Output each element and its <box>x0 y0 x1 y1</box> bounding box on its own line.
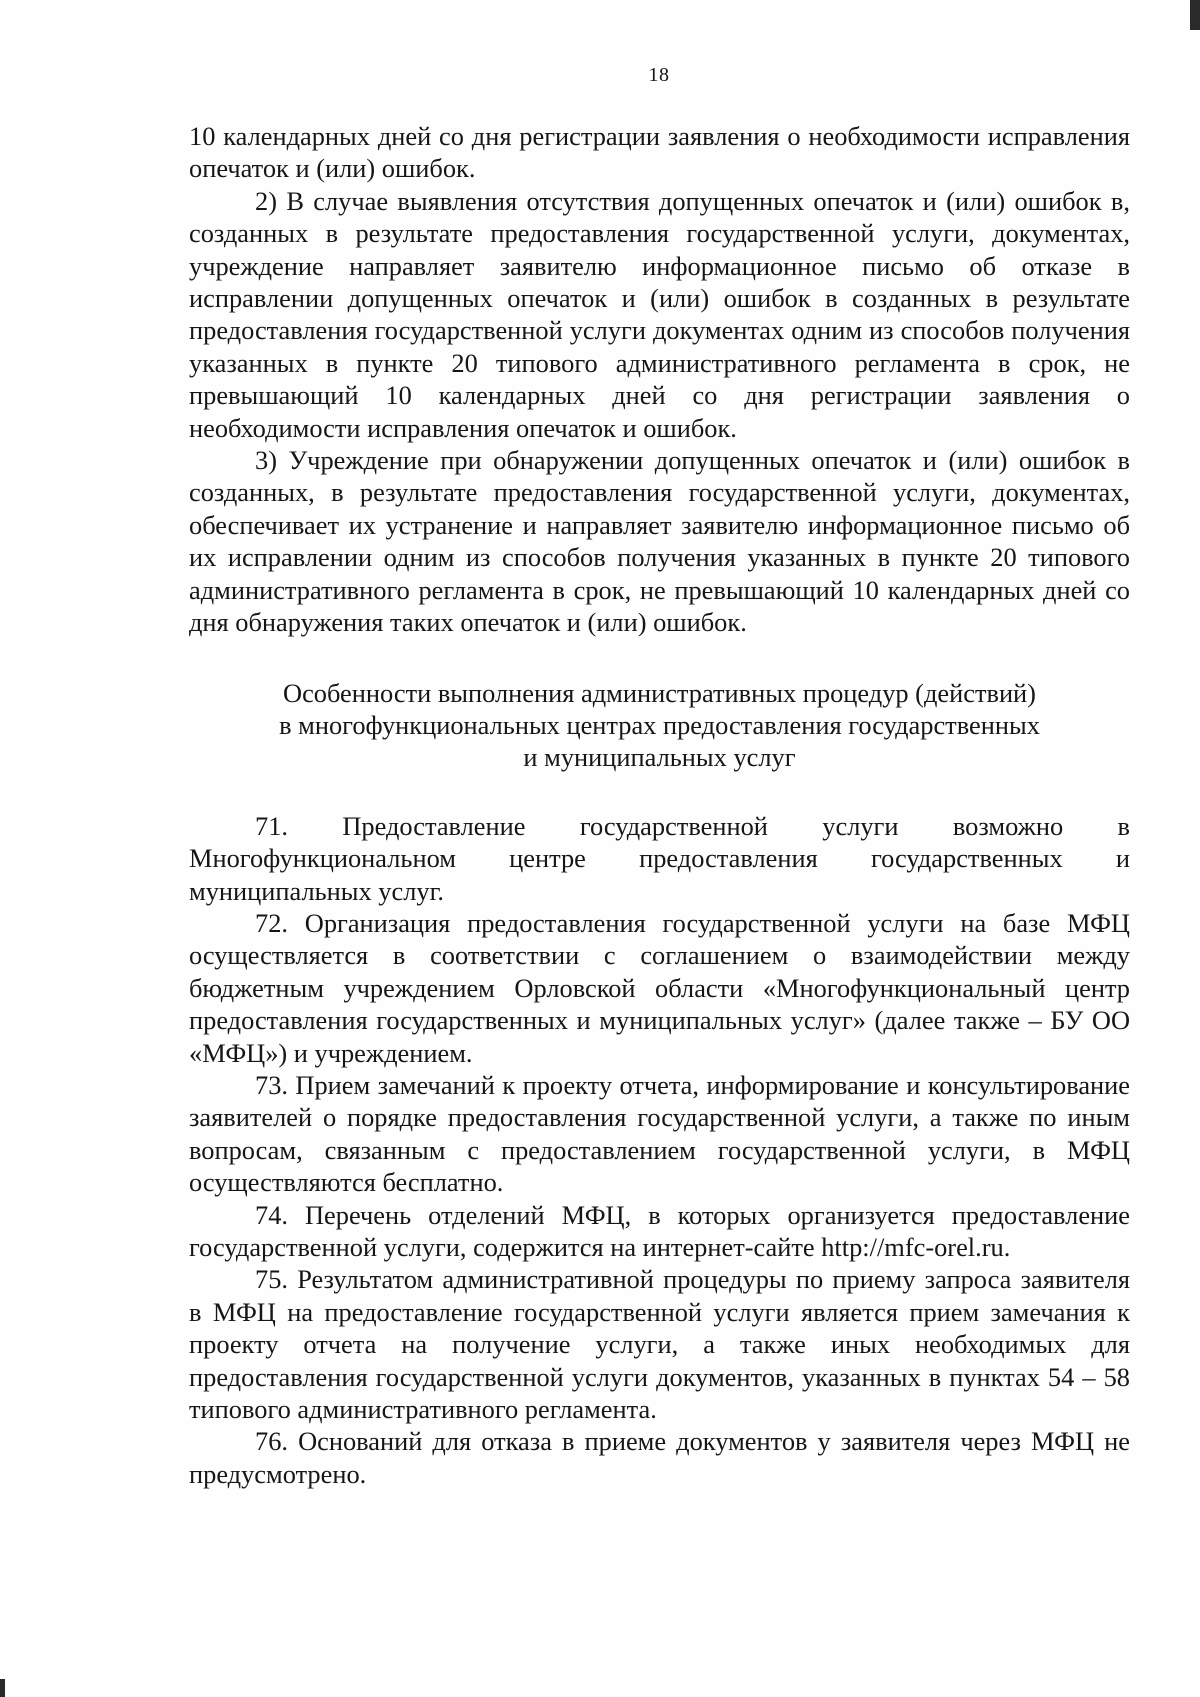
paragraph-item-2: 2) В случае выявления отсутствия допущенных опечаток и (или) ошибок в, созданных в результате предоставления государственной услуги, документах, учреждение направляет заявителю информационное письмо об отказе в исправлении допущенных опечаток и (или) ошибок в созданных в результате предоставления государственной услуги документах одним из способов получения указанных в пункте 20 типового административного регламента в срок, не превышающий 10 календарных дней со дня регистрации заявления о необходимости исправления опечаток и ошибок. <box>189 185 1130 443</box>
section-heading-line-3: и муниципальных услуг <box>523 742 796 773</box>
paragraph-continuation: 10 календарных дней со дня регистрации заявления о необходимости исправления опечаток и (или) ошибок. <box>189 121 1130 184</box>
scan-edge-mark <box>1190 0 1200 30</box>
paragraph-item-3: 3) Учреждение при обнаружении допущенных опечаток и (или) ошибок в созданных, в результате предоставления государственной услуги, документах, обеспечивает их устранение и направляет заявителю информационное письмо об их исправлении одним из способов получения указанных в пункте 20 типового административного регламента в срок, не превышающий 10 календарных дней со дня обнаружения таких опечаток и (или) ошибок. <box>189 445 1130 638</box>
page-number: 18 <box>648 64 670 86</box>
paragraph-75: 75. Результатом административной процедуры по приему запроса заявителя в МФЦ на предоставление государственной услуги является прием замечания к проекту отчета на получение услуги, а также иных необходимых для предоставления государственной услуги документов, указанных в пунктах 54 – 58 типового административного регламента. <box>189 1264 1130 1425</box>
scan-edge-mark-bottom <box>0 1679 5 1697</box>
section-heading-line-1: Особенности выполнения административных процедур (действий) <box>283 677 1036 708</box>
paragraph-73: 73. Прием замечаний к проекту отчета, информирование и консультирование заявителей о порядке предоставления государственной услуги, а также по иным вопросам, связанным с предоставлением государственной услуги, в МФЦ осуществляются бесплатно. <box>189 1069 1130 1198</box>
paragraph-76: 76. Оснований для отказа в приеме документов у заявителя через МФЦ не предусмотрено. <box>189 1426 1130 1489</box>
section-heading-line-2: в многофункциональных центрах предоставления государственных <box>279 709 1040 740</box>
paragraph-71: 71. Предоставление государственной услуги возможно в Многофункциональном центре предоставления государственных и муниципальных услуг. <box>189 810 1130 906</box>
section-heading <box>189 677 1130 774</box>
paragraph-74: 74. Перечень отделений МФЦ, в которых организуется предоставление государственной услуги, содержится на интернет-сайте http://mfc-orel.ru. <box>189 1199 1130 1262</box>
document-body <box>189 120 1130 1490</box>
paragraph-72: 72. Организация предоставления государственной услуги на базе МФЦ осуществляется в соответствии с соглашением о взаимодействии между бюджетным учреждением Орловской области «Многофункциональный центр предоставления государственных и муниципальных услуг» (далее также – БУ ОО «МФЦ») и учреждением. <box>189 907 1130 1068</box>
